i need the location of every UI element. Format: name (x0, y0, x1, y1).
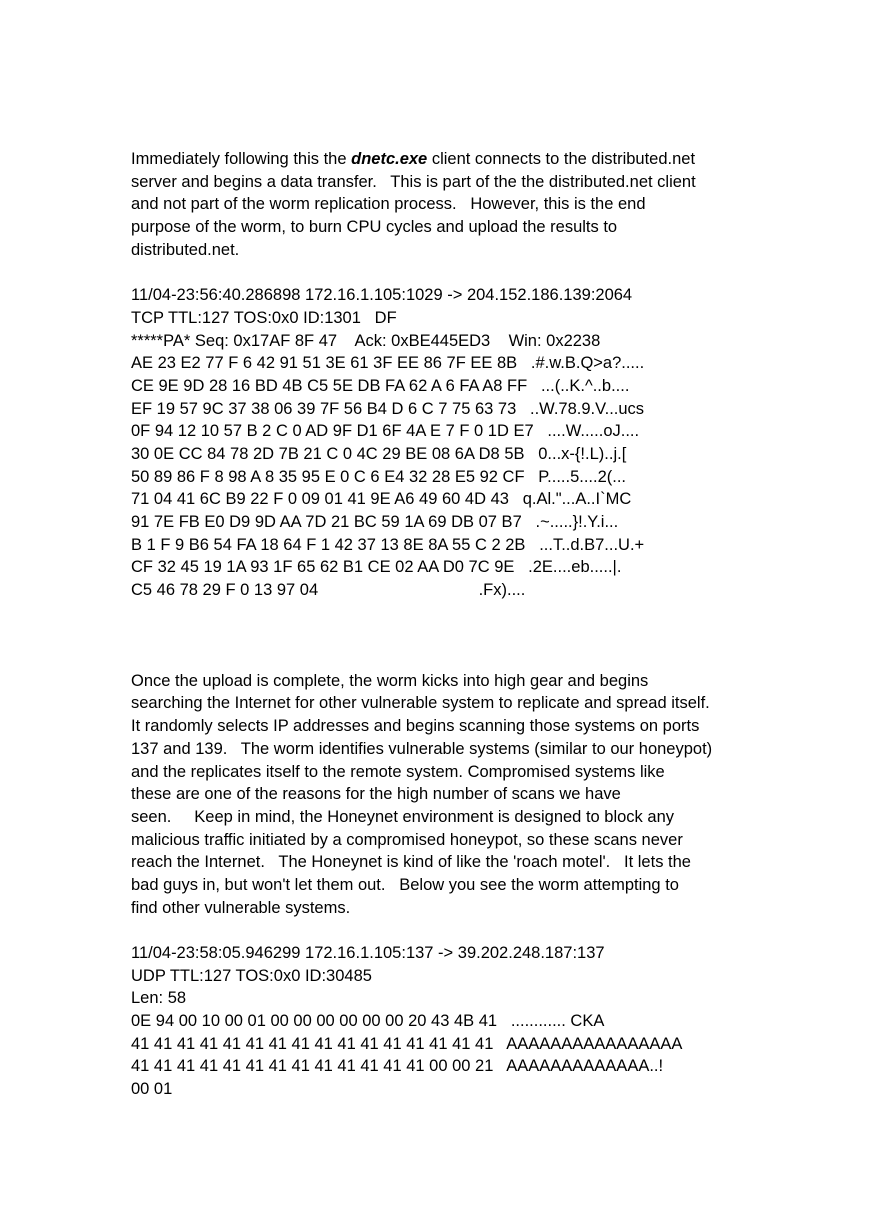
hex-dump-line: 0E 94 00 10 00 01 00 00 00 00 00 00 20 43 4B 41 ............ CKA (131, 1012, 605, 1031)
packet-header-line: Len: 58 (131, 989, 187, 1008)
hex-dump-line: 0F 94 12 10 57 B 2 C 0 AD 9F D1 6F 4A E 7 F 0 1D E7 ....W.....oJ.... (131, 422, 640, 441)
paragraph-line: and the replicates itself to the remote system. Compromised systems like (131, 762, 665, 781)
paragraph-line: malicious traffic initiated by a compromised honeypot, so these scans never (131, 830, 683, 849)
hex-dump-line: 41 41 41 41 41 41 41 41 41 41 41 41 41 00 00 21 AAAAAAAAAAAAA..! (131, 1057, 664, 1076)
paragraph-line: Once the upload is complete, the worm kicks into high gear and begins (131, 671, 649, 690)
hex-dump-line: 30 0E CC 84 78 2D 7B 21 C 0 4C 29 BE 08 6A D8 5B 0...x-{!.L)..j.[ (131, 444, 627, 463)
hex-dump-line: EF 19 57 9C 37 38 06 39 7F 56 B4 D 6 C 7 75 63 73 ..W.78.9.V...ucs (131, 399, 645, 418)
hex-dump-line: AE 23 E2 77 F 6 42 91 51 3E 61 3F EE 86 7F EE 8B .#.w.B.Q>a?..... (131, 354, 645, 373)
paragraph-line: reach the Internet. The Honeynet is kind of like the 'roach motel'. It lets the (131, 853, 691, 872)
paragraph-line: server and begins a data transfer. This is part of the the distributed.net client (131, 172, 696, 191)
paragraph-line: seen. Keep in mind, the Honeynet environment is designed to block any (131, 807, 674, 826)
hex-dump-line: CF 32 45 19 1A 93 1F 65 62 B1 CE 02 AA D0 7C 9E .2E....eb.....|. (131, 558, 622, 577)
packet-dump-tcp (131, 284, 851, 602)
packet-header-line: 11/04-23:58:05.946299 172.16.1.105:137 -> 39.202.248.187:137 (131, 944, 605, 962)
hex-dump-line: 00 01 (131, 1080, 173, 1099)
intro-paragraph (131, 148, 851, 261)
packet-header-line: 11/04-23:56:40.286898 172.16.1.105:1029 -> 204.152.186.139:2064 (131, 286, 633, 305)
paragraph-line: and not part of the worm replication process. However, this is the end (131, 195, 646, 214)
paragraph-text: client connects to the distributed.net (427, 150, 696, 168)
scan-paragraph (131, 670, 851, 920)
hex-dump-line: 91 7E FB E0 D9 9D AA 7D 21 BC 59 1A 69 DB 07 B7 .~.....}!.Y.i... (131, 513, 619, 531)
paragraph-line: distributed.net. (131, 240, 240, 259)
packet-header-line: *****PA* Seq: 0x17AF 8F 47 Ack: 0xBE445ED3 Win: 0x2238 (131, 331, 601, 350)
hex-dump-line: C5 46 78 29 F 0 13 97 04 .Fx).... (131, 581, 526, 600)
hex-dump-line: 50 89 86 F 8 98 A 8 35 95 E 0 C 6 E4 32 28 E5 92 CF P.....5....2(... (131, 467, 627, 486)
hex-dump-line: 71 04 41 6C B9 22 F 0 09 01 41 9E A6 49 60 4D 43 q.Al."...A..I`MC (131, 490, 632, 509)
packet-header-line: TCP TTL:127 TOS:0x0 ID:1301 DF (131, 308, 397, 327)
paragraph-line: 137 and 139. The worm identifies vulnerable systems (similar to our honeypot) (131, 739, 713, 758)
hex-dump-line: CE 9E 9D 28 16 BD 4B C5 5E DB FA 62 A 6 FA A8 FF ...(..K.^..b.... (131, 376, 630, 395)
hex-dump-line: B 1 F 9 B6 54 FA 18 64 F 1 42 37 13 8E 8A 55 C 2 2B ...T..d.B7...U.+ (131, 535, 645, 554)
paragraph-text: Immediately following this the (131, 150, 352, 168)
paragraph-line (131, 148, 851, 171)
paragraph-line: It randomly selects IP addresses and begins scanning those systems on ports (131, 717, 700, 736)
hex-dump-line: 41 41 41 41 41 41 41 41 41 41 41 41 41 41 41 41 AAAAAAAAAAAAAAAA (131, 1034, 683, 1053)
paragraph-line: searching the Internet for other vulnerable system to replicate and spread itself. (131, 694, 710, 713)
command-name: dnetc.exe (351, 150, 428, 168)
paragraph-line: purpose of the worm, to burn CPU cycles and upload the results to (131, 218, 618, 237)
paragraph-line: these are one of the reasons for the high number of scans we have (131, 785, 621, 804)
packet-header-line: UDP TTL:127 TOS:0x0 ID:30485 (131, 966, 372, 985)
paragraph-line: bad guys in, but won't let them out. Below you see the worm attempting to (131, 875, 679, 894)
packet-dump-udp (131, 942, 851, 1101)
document-page (131, 148, 851, 1101)
paragraph-line: find other vulnerable systems. (131, 898, 351, 917)
